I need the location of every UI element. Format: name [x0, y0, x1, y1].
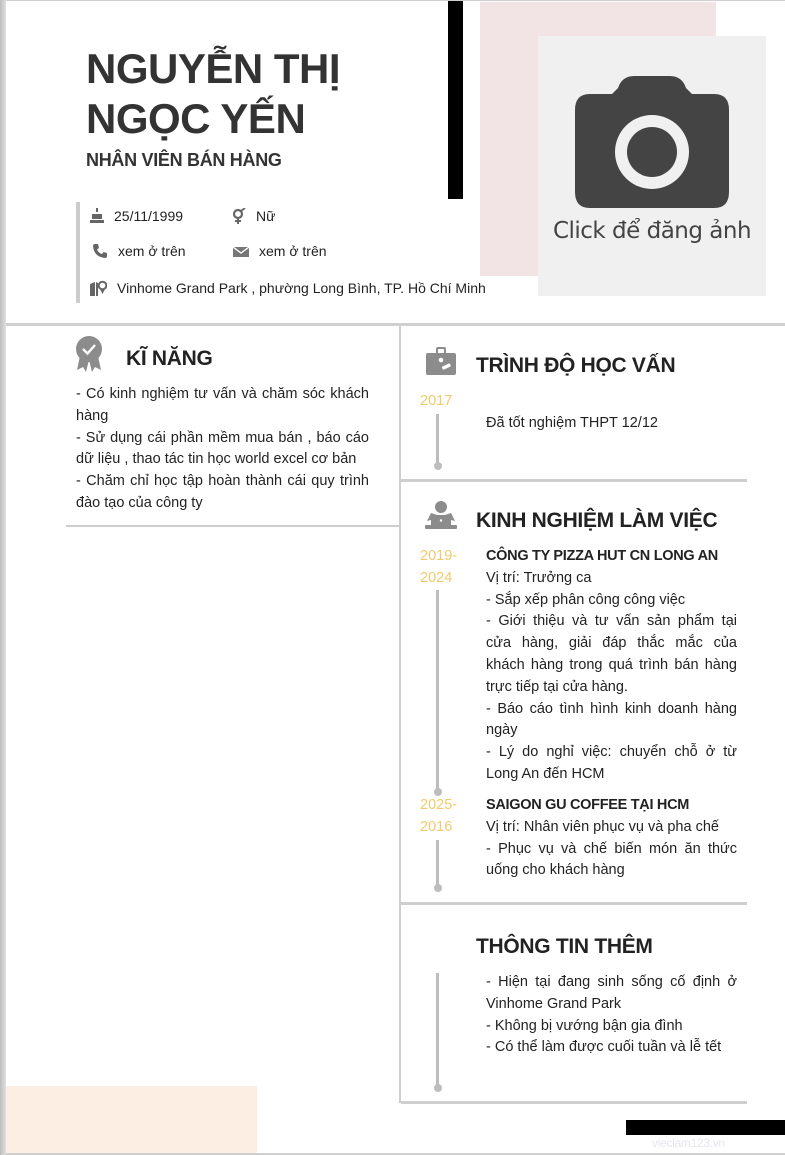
- timeline-line: [436, 414, 439, 466]
- column-divider: [399, 326, 401, 1103]
- briefcase-icon: [426, 347, 456, 375]
- duty-item: - Phục vụ và chế biến món ăn thức uống cho khách hàng: [486, 840, 737, 879]
- skills-bottom-divider: [66, 525, 400, 527]
- job-title[interactable]: NHÂN VIÊN BÁN HÀNG: [86, 150, 282, 170]
- birthday-value: 25/11/1999: [114, 208, 184, 224]
- duty-item: - Báo cáo tình hình kinh doanh hàng ngày: [486, 700, 737, 739]
- duty-item: - Lý do nghỉ việc: chuyển chỗ ở từ Long An đến HCM: [486, 744, 737, 782]
- skills-title[interactable]: KĨ NĂNG: [126, 347, 213, 370]
- duty-item: - Sắp xếp phân công công việc: [486, 591, 686, 608]
- year-end: 2016: [420, 818, 453, 835]
- timeline-dot: [434, 462, 442, 470]
- camera-icon: [574, 74, 730, 210]
- experience-bottom-divider: [401, 902, 747, 905]
- gender-field[interactable]: [232, 208, 275, 224]
- experience-years: [420, 795, 457, 839]
- phone-field[interactable]: [92, 243, 186, 259]
- decorative-black-bar: [448, 1, 463, 199]
- company-name: CÔNG TY PIZZA HUT CN LONG AN: [486, 548, 718, 564]
- education-entry[interactable]: Đã tốt nghiệm THPT 12/12: [486, 415, 658, 431]
- experience-title[interactable]: KINH NGHIỆM LÀM VIỆC: [476, 509, 718, 532]
- year-start: 2019-: [420, 548, 458, 564]
- education-title[interactable]: TRÌNH ĐỘ HỌC VẤN: [476, 354, 676, 377]
- skill-item: - Sử dụng cái phần mềm mua bán , báo cáo dữ liệu , thao tác tin học world excel cơ bản: [76, 429, 369, 468]
- education-year: 2017: [420, 393, 453, 409]
- address-field[interactable]: [90, 280, 486, 296]
- skills-content[interactable]: [76, 384, 369, 515]
- header-divider: [6, 323, 785, 326]
- birthday-field[interactable]: [90, 208, 183, 224]
- page-edge-top: [6, 0, 785, 1]
- email-value: xem ở trên: [259, 243, 327, 259]
- additional-item: - Có thể làm được cuối tuần và lễ tết: [486, 1039, 722, 1056]
- phone-icon: [92, 243, 108, 259]
- name-line-2: NGỌC YẾN: [86, 95, 306, 142]
- timeline-line: [436, 840, 439, 888]
- experience-years: [420, 546, 457, 590]
- map-marker-icon: [90, 280, 107, 296]
- additional-info-title[interactable]: THÔNG TIN THÊM: [476, 935, 653, 958]
- decorative-peach-block: [6, 1086, 257, 1153]
- skill-item: - Có kinh nghiệm tư vấn và chăm sóc khách hàng: [76, 386, 369, 424]
- additional-item: - Không bị vướng bận gia đình: [486, 1017, 683, 1034]
- gender-value: Nữ: [256, 208, 276, 224]
- position: Vị trí: Nhân viên phục vụ và pha chế: [486, 818, 719, 835]
- experience-entry[interactable]: [486, 795, 737, 882]
- gender-icon: [232, 208, 246, 224]
- year-start: 2025-: [420, 797, 458, 813]
- photo-upload-label: Click để đăng ảnh: [552, 218, 752, 244]
- additional-info-content[interactable]: [486, 972, 737, 1059]
- photo-upload-button[interactable]: [538, 36, 766, 296]
- contact-accent-bar: [76, 202, 80, 303]
- duty-item: - Giới thiệu và tư vấn sản phẩm tại cửa hàng, giải đáp thắc mắc của khách hàng trong quá trình bán hàng trực tiếp tại cửa hàng.: [486, 613, 737, 695]
- timeline-dot: [434, 1084, 442, 1092]
- birthday-cake-icon: [90, 208, 104, 224]
- additional-item: - Hiện tại đang sinh sống cố định ở Vinhome Grand Park: [486, 974, 737, 1012]
- page-edge-left: [0, 0, 6, 1155]
- additional-bottom-divider: [401, 1101, 747, 1104]
- timeline-line: [436, 590, 439, 792]
- timeline-dot: [434, 884, 442, 892]
- candidate-name[interactable]: [86, 44, 340, 144]
- experience-entry[interactable]: [486, 546, 737, 786]
- watermark: vieclam123.vn: [652, 1136, 725, 1150]
- award-badge-icon: [75, 336, 103, 372]
- email-field[interactable]: [233, 243, 327, 259]
- decorative-footer-bar: [626, 1120, 785, 1135]
- skill-item: - Chăm chỉ học tập hoàn thành cái quy trình đào tạo của công ty: [76, 473, 369, 511]
- address-value: Vinhome Grand Park , phường Long Bình, TP. Hồ Chí Minh: [117, 280, 486, 296]
- phone-value: xem ở trên: [118, 243, 186, 259]
- email-icon: [233, 243, 249, 259]
- person-laptop-icon: [425, 501, 457, 529]
- education-bottom-divider: [401, 479, 747, 482]
- year-end: 2024: [420, 569, 453, 586]
- timeline-line: [436, 973, 439, 1085]
- name-line-1: NGUYỄN THỊ: [86, 45, 341, 92]
- company-name: SAIGON GU COFFEE TẠI HCM: [486, 797, 690, 813]
- position: Vị trí: Trưởng ca: [486, 569, 592, 586]
